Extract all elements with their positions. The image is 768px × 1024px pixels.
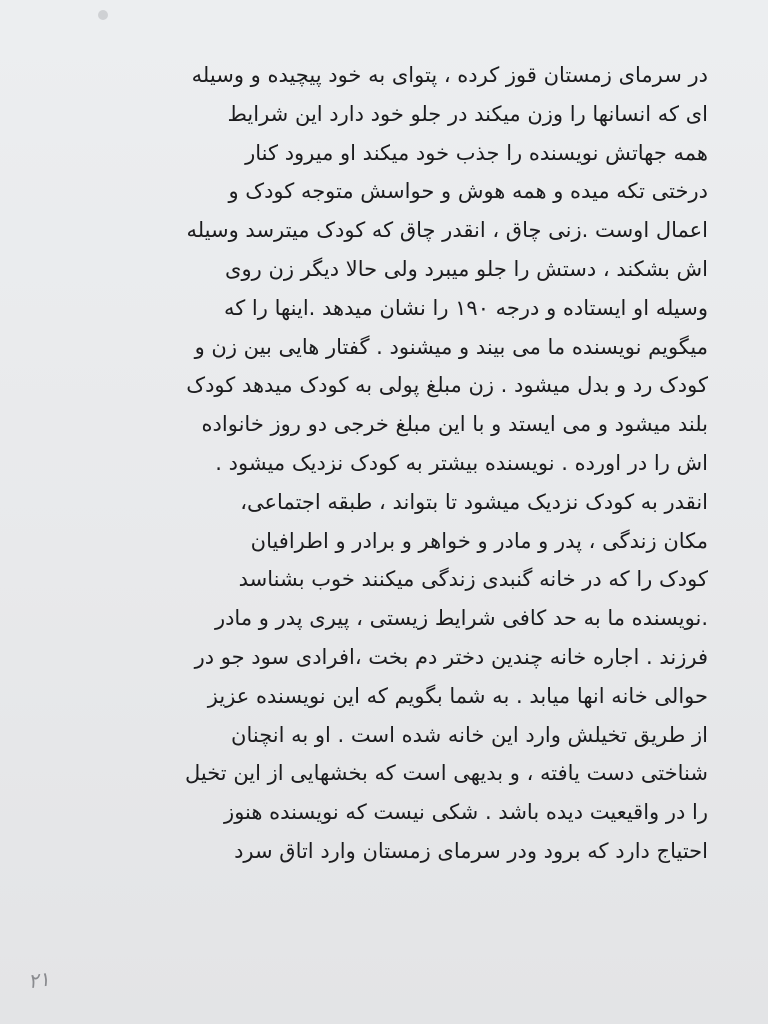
text-line-15: .نویسنده ما به حد کافی شرایط زیستی ، پیری پدر و مادر	[214, 606, 708, 631]
text-line-2: ای که انسانها را وزن میکند در جلو خود دارد این شرایط	[227, 101, 708, 126]
text-line-12: انقدر به کودک نزدیک میشود تا بتواند ، طبقه اجتماعی،	[240, 489, 708, 514]
text-line-3: همه جهاتش نویسنده را جذب خود میکند او میرود کنار	[245, 140, 708, 165]
page-number: ۲۱	[26, 966, 52, 994]
text-line-11: اش را در اورده . نویسنده بیشتر به کودک نزدیک میشود .	[215, 450, 708, 475]
handwritten-text-block	[78, 56, 708, 871]
text-line-17: حوالی خانه انها میابد . به شما بگویم که این نویسنده عزیز	[207, 683, 708, 708]
text-line-7: وسیله او ایستاده و درجه ۱۹۰ را نشان میدهد .اینها را که	[224, 295, 708, 320]
text-line-21: احتیاج دارد که برود ودر سرمای زمستان وارد اتاق سرد	[234, 838, 708, 863]
text-line-18: از طریق تخیلش وارد این خانه شده است . او به انچنان	[231, 722, 708, 747]
text-line-6: اش بشکند ، دستش را جلو میبرد ولی حالا دیگر زن روی	[225, 256, 708, 281]
text-line-14: کودک را که در خانه گنبدی زندگی میکنند خوب بشناسد	[238, 567, 708, 592]
text-line-5: اعمال اوست .زنی چاق ، انقدر چاق که کودک میترسد وسیله	[186, 218, 708, 243]
text-line-16: فرزند . اجاره خانه چندین دختر دم بخت ،افرادی سود جو در	[194, 644, 708, 669]
text-line-20: را در واقیعیت دیده باشد . شکی نیست که نویسنده هنوز	[224, 800, 708, 825]
text-line-1: در سرمای زمستان قوز کرده ، پتوای به خود پیچیده و وسیله	[191, 63, 708, 87]
text-line-9: کودک رد و بدل میشود . زن مبلغ پولی به کودک میدهد کودک	[186, 373, 708, 398]
text-line-8: میگویم نویسنده ما می بیند و میشنود . گفتار هایی بین زن و	[194, 334, 708, 359]
text-line-19: شناختی دست یافته ، و بدیهی است که بخشهایی از این تخیل	[185, 761, 708, 786]
text-line-10: بلند میشود و می ایستد و با این مبلغ خرجی دو روز خانواده	[201, 412, 708, 437]
text-line-13: مکان زندگی ، پدر و مادر و خواهر و برادر و اطرافیان	[250, 528, 708, 553]
text-line-4: درختی تکه میده و همه هوش و حواسش متوجه کودک و	[228, 179, 708, 204]
paper-hole-mark	[98, 10, 108, 20]
